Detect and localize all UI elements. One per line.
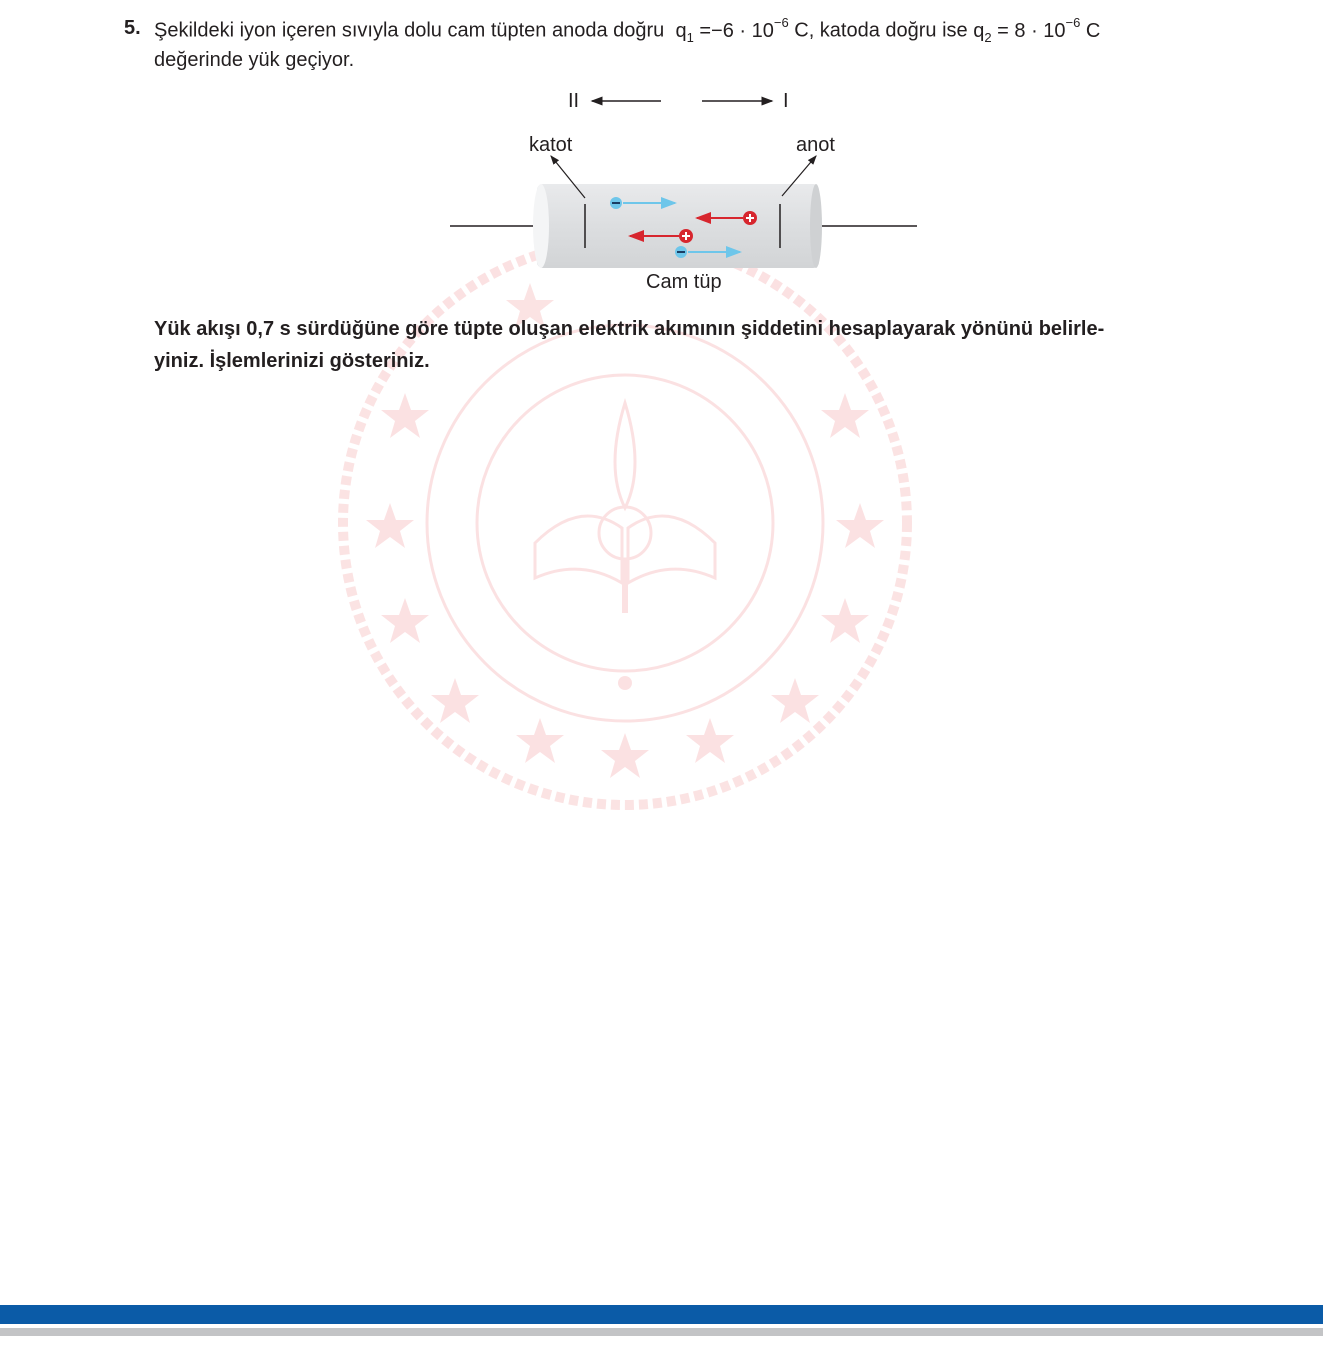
- electrolysis-tube-figure: [440, 82, 930, 297]
- question-intro: Şekildeki iyon içeren sıvıyla dolu cam tüpten anoda doğru: [154, 19, 665, 42]
- question-mid: C, katoda doğru ise: [788, 19, 974, 42]
- anode-label: anot: [796, 134, 835, 156]
- question-text-line2: değerinde yük geçiyor.: [154, 49, 355, 71]
- question-text-line1: [154, 17, 1100, 45]
- cathode-label: katot: [529, 134, 573, 156]
- question-task-line1: Yük akışı 0,7 s sürdüğüne göre tüpte oluşan elektrik akımının şiddetini hesaplayarak yönünü belirle-: [154, 318, 1105, 340]
- footer-stripe: [0, 1328, 1323, 1336]
- footer-bar: [0, 1305, 1323, 1324]
- ministry-seal-watermark: [330, 228, 920, 818]
- tube-diagram: [440, 82, 930, 297]
- question-task-line2: yiniz. İşlemlerinizi gösteriniz.: [154, 350, 430, 372]
- direction-label-right: I: [783, 90, 789, 112]
- direction-label-left: II: [568, 90, 580, 112]
- tube-left-end: [533, 184, 549, 268]
- tube-right-end: [810, 184, 822, 268]
- question-number: 5.: [124, 17, 141, 39]
- charge-q1: $q_1 =-6 \cdot 10^{-6}$: [675, 15, 789, 45]
- tube-label: Cam tüp: [646, 271, 722, 293]
- charge-q2: $q_2 = 8 \cdot 10^{-6}$ C: [973, 15, 1101, 45]
